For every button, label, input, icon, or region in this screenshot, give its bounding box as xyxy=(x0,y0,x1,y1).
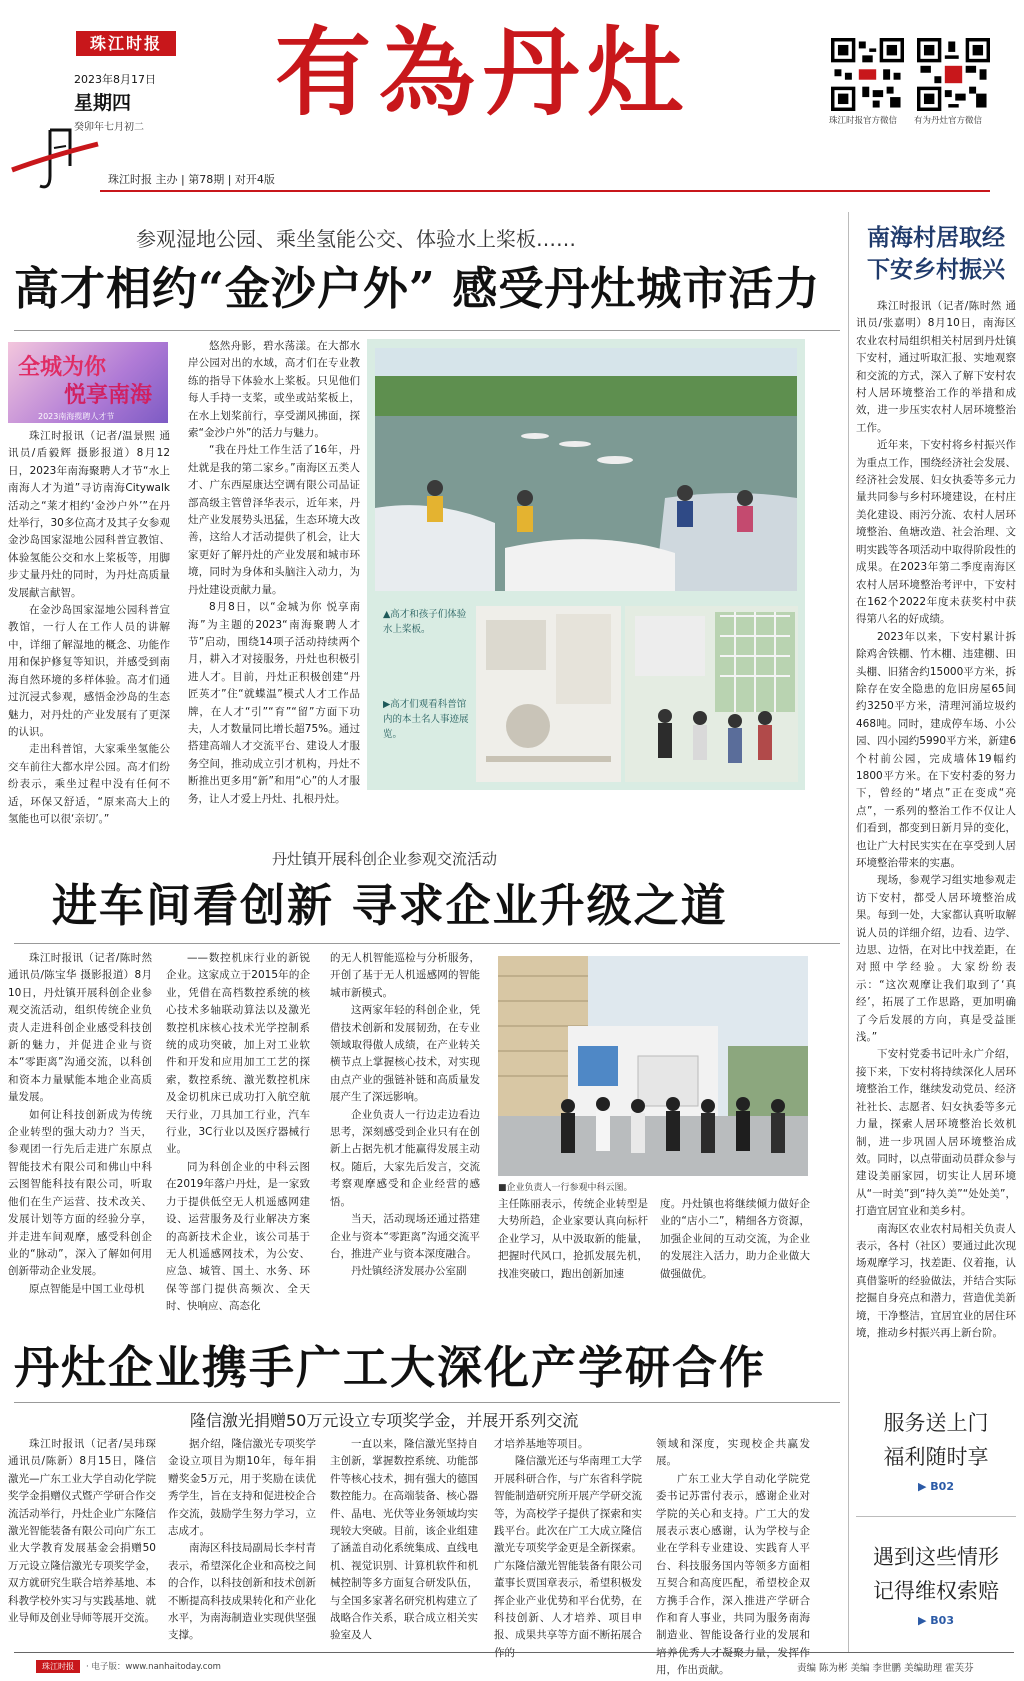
article1-column xyxy=(8,428,170,828)
paragraph: 才培养基地等项目。 xyxy=(494,1438,589,1450)
paragraph: ——数控机床行业的新锐企业。这家成立于2015年的企业，凭借在高档数控系统的核心技术多轴联动算法以及激光数控机床核心技术光学控制系统的成功突破，加上对工业软件和开发和应用加工工艺的探索，数控系统、激光数控机床及金切机床已成功打入航空航天行业，刀具加工行业，汽车行业，3C行业以及医疗器械行业。 xyxy=(166,952,310,1156)
issue-weekday: 星期四 xyxy=(74,92,132,114)
article1-headline: 高才相约“金沙户外” 感受丹灶城市活力 xyxy=(14,262,821,315)
paragraph: 南海区农业农村局相关负责人表示，各村（社区）要通过此次现场观摩学习，找差距、仪着拖，认真借鉴听的经验做法，并结合实际挖掘自身亮点和潜力，营造优美新境，干净整洁，宜居宜业的居住环境，推动乡村振兴再上新台阶。 xyxy=(856,1222,1016,1339)
article2-column xyxy=(660,1196,810,1283)
divider xyxy=(14,330,840,331)
paragraph: 主任陈丽表示，传统企业转型是大势所趋，企业家要认真向标杆企业学习，从中汲取新的能量，把握时代风口，抢抓发展先机，找准突破口，跑出创新加速 xyxy=(498,1198,648,1280)
science-hall-photo xyxy=(625,606,798,782)
exhibit-photo xyxy=(476,606,621,782)
article3-column xyxy=(168,1436,316,1645)
article2-kicker: 丹灶镇开展科创企业参观交流活动 xyxy=(272,850,498,868)
article2-column xyxy=(498,1196,648,1283)
qr-code-icon xyxy=(917,38,990,111)
paragraph: 据介绍，隆信激光专项奖学金设立项目为期10年，每年捐赠奖金5万元，用于奖励在读优秀学生，旨在支持和促进校企合作交流，鼓励学生努力学习，立志成才。 xyxy=(168,1438,316,1538)
paragraph: 隆信激光还与华南理工大学开展科研合作，与广东省科学院智能制造研究所开展产学研交流等，为高校学子提供了探索和实践平台。此次在广工大成立隆信激光专项奖学金更是全新探索。广东隆信激光智能装备有限公司董事长贾国章表示，希望积极发挥企业产业优势和平台优势，在科技创新、人才培养、项目申报、成果共享等方面不断拓展合 xyxy=(494,1455,642,1642)
paragraph: 珠江时报讯（记者/吴玮琛 通讯员/陈新）8月15日，隆信激光—广东工业大学自动化学院奖学金捐赠仪式暨产学研合作交流活动举行，丹灶企业广东隆信激光智能装备有限公司向广东工业大学教育发展基金会捐赠50万元设立隆信激光专项奖学金，双方就研究生联合培养基地、本科教学校外实习与实践基地、就业导师及创业导师等展开交流。 xyxy=(8,1438,156,1625)
divider xyxy=(100,190,990,192)
footer-credits: 责编 陈为彬 美编 李世鹏 美编助理 霍芙芬 xyxy=(797,1663,974,1674)
paragraph: 的无人机智能巡检与分析服务，开创了基于无人机遥感网的智能城市新模式。 xyxy=(330,952,480,999)
badge-line: 悦享南海 xyxy=(64,382,153,408)
article1-column xyxy=(188,338,360,808)
lunar-date: 癸卯年七月初二 xyxy=(74,122,144,133)
qr-caption: 珠江时报官方微信 xyxy=(829,116,898,126)
article3-subheadline: 隆信激光捐赠50万元设立专项奖学金，并展开系列交流 xyxy=(190,1411,579,1430)
ref-page xyxy=(856,1480,1016,1493)
paragraph: 领域和深度，实现校企共赢发展。 xyxy=(656,1438,810,1468)
photo-caption: ■企业负责人一行参观中科云图。 xyxy=(498,1183,633,1193)
paragraph: 2023年以来，下安村累计拆除鸡舍铁棚、竹木棚、违建棚、田头棚、旧猪舍约15000平方米，拆除存在安全隐患的危旧房屋65间约3250平方米，清理河涌垃圾约468吨。同时，建成停车场、小公园、四小园约5990平方米，新建6个村前公园，完成墙体19幅约1800平方米。在下安村委的努力下，曾经的“堵点”正在变成“亮点”，一系列的整治工作不仅让人们看到，都变到日新月异的变化，也让广大村民实实在在享受到人居环境整治带来的实惠。 xyxy=(856,630,1016,869)
paragraph: 珠江时报讯（记者/温景熙 通讯员/盾毅辉 摄影报道）8月12日，2023年南海聚聘人才节“水上南海人才为道”寻访南海Citywalk活动之“莱才相约‘金沙户外’”在丹灶举行，30多位高才及其子女参观金沙岛国家湿地公园科普宣教馆、体验氢能公交和水上桨板等，用脚步丈量丹灶的同时，为丹灶高质量发展献言献智。 xyxy=(8,430,170,599)
qr-caption: 有为丹灶官方微信 xyxy=(914,116,983,126)
page-ref-b02[interactable] xyxy=(856,1406,1016,1493)
danzao-brush-logo-icon xyxy=(10,126,100,196)
article2-column xyxy=(166,950,310,1316)
paragraph: 如何让科技创新成为传统企业转型的强大动力？当天，参观团一行先后走进广东原点智能技术有限公司和佛山中科云图智能科技有限公司，听取他们在生产运营、技术改关、发展计划等方面的经验分享，并走进车间观摩，感受科创企业的“脉动”，深入了解如何用创新带动企业发展。 xyxy=(8,1108,152,1278)
ref-line: 福利随时享 xyxy=(883,1445,989,1469)
paragraph: 度。丹灶镇也将继续倾力做好企业的“店小二”，精细各方资源，加强企业间的互动交流，为企业的发展注入活力，助力企业做大做强做优。 xyxy=(660,1198,810,1280)
article2-column xyxy=(8,950,152,1298)
article3-column xyxy=(330,1436,478,1645)
article3-headline: 丹灶企业携手广工大深化产学研合作 xyxy=(14,1341,767,1394)
paddleboard-photo xyxy=(375,348,797,591)
paragraph: 走出科普馆，大家乘坐氢能公交车前往大都水岸公园。高才们纷纷表示，乘坐过程中没有任何不适，环保又舒适，“原来高大上的氢能也可以很‘亲切’。” xyxy=(8,743,170,825)
paragraph: 这两家年轻的科创企业，凭借技术创新和发展韧劲，在专业领域取得傲人成绩，在产业转关横节点上掌握核心技术，对实现由点产业的强链补链和高质量发展产生了深远影响。 xyxy=(330,1004,480,1104)
sidebar-article xyxy=(856,298,1016,1342)
ref-page xyxy=(856,1614,1016,1627)
divider xyxy=(14,1402,840,1403)
photo-caption: ▲高才和孩子们体验水上桨板。 xyxy=(383,609,467,635)
article1-kicker: 参观湿地公园、乘坐氢能公交、体验水上桨板…… xyxy=(136,227,576,251)
article2-column xyxy=(330,950,480,1281)
paragraph: 原点智能是中国工业母机 xyxy=(29,1282,145,1295)
paragraph: 近年来，下安村将乡村振兴作为重点工作，围绕经济社会发展、经济社会发展、妇女执委等多元力量共同参与乡村环境建设，在村庄美化建设、雨污分流、农村人居环境整治、鱼塘改造、社会治理、文明实践等各项活动中取得阶段性的成果。在2023年第二季度南海区农村人居环境整治考评中，下安村在162个2022年度未获奖村中获得第八名的好成绩。 xyxy=(856,439,1016,626)
divider xyxy=(848,212,849,1652)
footer-website[interactable]: · 电子版：www.nanhaitoday.com xyxy=(86,1662,221,1672)
sidebar-headline: 南海村居取经 下安乡村振兴 xyxy=(867,225,1005,283)
paragraph: 下安村党委书记叶永广介绍，接下来，下安村将持续深化人居环境整治工作，继续发动党员、经济社社长、志愿者、妇女执委等多元力量，探索人居环境整治长效机制，进一步巩固人居环境整治成效。同时，以点带面动员群众参与建设美丽家园，切实让人居环境从“一时美”到“持久美”“处处美”，打造宜居宜业和美乡村。 xyxy=(856,1048,1016,1218)
article3-column xyxy=(494,1436,642,1662)
ref-page-number: B02 xyxy=(930,1480,954,1493)
paragraph: 广东工业大学自动化学院党委书记苏雷付表示，感谢企业对学院的关心和支持。广工大的发展表示衷心感谢，认为学校与企业在学科专业建设、实践育人平台、科技服务国内等领多方面相互契合和高度匹配，希望校企双方携手合作，深入推进产学研合作和育人事业，共同为服务南海制造业、智能设备行业的发展和 用，作出贡献。 xyxy=(656,1472,810,1677)
ref-line: 遇到这些情形 xyxy=(873,1545,999,1569)
paragraph: 南海区科技局副局长李村青表示，希望深化企业和高校之间的合作，以科技创新和技术创新不断提高科技成果转化和产业化水平，为南海制造业实现供坚强支撑。 xyxy=(168,1542,316,1642)
article3-column xyxy=(8,1436,156,1627)
paragraph: 悠然舟影，碧水荡漾。在大都水岸公园对出的水域，高才们在专业教练的指导下体验水上桨板。只见他们每人手持一支桨，或坐或站桨板上，在水上划桨前行，享受湖风拂面，探索“金沙户外”的活力与魅力。 xyxy=(188,340,360,440)
article2-headline: 进车间看创新 寻求企业升级之道 xyxy=(52,879,728,932)
badge-line: 2023南海揽聘人才节 xyxy=(38,412,115,421)
brand-logo: 珠江时报 xyxy=(76,31,176,56)
photo-caption: ▶高才们观看科普馆内的本土名人事迹展览。 xyxy=(383,699,469,740)
ref-line: 记得维权索赔 xyxy=(873,1579,999,1603)
paragraph: 一直以来，隆信激光坚持自主创新，掌握数控系统、功能部件等核心技术，拥有强大的德国数控能力。在高端装备、核心器件、晶电、光伏等业务领域均实现较大突破。目前，该企业组建了涵盖自动化系统集成、直线电机、视觉识别、计算机软件和机械控制等多方面复合研发队伍，与全国多家著名研究机构建立了战略合作关系，联合成立相关实验室及人 xyxy=(330,1438,478,1642)
factory-visit-photo xyxy=(498,956,808,1176)
play-circle-icon: ▶ xyxy=(917,1614,927,1627)
paragraph: 同为科创企业的中科云图在2019年落户丹灶，是一家致力于提供低空无人机遥感网建设、运营服务及行业解决方案的高新技术企业，该公司基于无人机遥感网技术，为公安、应急、城管、国土、水务、环保等部门提供高频次、全天时、快响应、高态化 xyxy=(166,1160,310,1313)
qr-code-icon xyxy=(831,38,904,111)
ref-page-number: B03 xyxy=(930,1614,954,1627)
paragraph: 珠江时报讯（记者/陈时然 通讯员/张嘉明）8月10日，南海区农业农村局组织相关村居到丹灶镇下安村，通过听取汇报、实地观察和交流的方式，深入了解下安村农村人居环境整治工作的举措和成效，进一步压实农村人居环境整治工作。 xyxy=(856,300,1016,434)
paragraph: 8月8日，以“金城为你 悦享南海”为主题的2023“南海聚聘人才节”启动，围绕14项子活动持续两个月，耕入才对接服务，丹灶也积极引进人才。目前，丹灶正积极创建“丹匠英才”住“就蝶温”模式人才工作品牌，在人才“引”“育”“留”方面下功夫，人才数量同比增长超75%。通过搭建高端人才交流平台、建设人才服务空间，推动成立引才机构，丹灶不断推出更多用“新”和用“心”的人才服务，让人才爱上丹灶、扎根丹灶。 xyxy=(188,601,360,805)
paragraph: 企业负责人一行边走边看边思考，深刻感受到企业只有在创新上占据先机才能赢得发展主动权。随后，大家先后发言，交流考察观摩感受和企业经营的感悟。 xyxy=(330,1108,480,1208)
masthead-title: 有為丹灶 xyxy=(275,16,691,129)
badge-line: 全城为你 xyxy=(18,354,107,380)
issue-date: 2023年8月17日 xyxy=(74,73,156,86)
divider xyxy=(14,1652,1014,1653)
paragraph: “我在丹灶工作生活了16年，丹灶就是我的第二家乡。”南海区五类人才、广东西屋康达空调有限公司品证部高级主管曾泽华表示，近年来，丹灶产业发展势头迅猛，生态环境大改善，这给人才活动提供了机会，让大家更好了解丹灶的产业发展和城市环境，同时为身体和头脑注入动力，为丹灶建设贡献力量。 xyxy=(188,444,360,596)
play-circle-icon: ▶ xyxy=(917,1480,927,1493)
paragraph: 现场，参观学习组实地参观走访下安村，都受人居环境整治成果。每到一处，大家都认真听取解说人员的详细介绍，边看、边学、边思、边悟，在对比中找差距，在对照中学经验。大家纷纷表示：“这次观摩让我们取到了‘真经’，拓展了工作思路，更加明确了今后发展的方向，真是受益匪浅。” xyxy=(856,874,1016,1044)
divider xyxy=(856,1516,1016,1517)
paragraph: 丹灶镇经济发展办公室副 xyxy=(351,1265,467,1278)
issue-info-bar: 珠江时报 主办 | 第78期 | 对开4版 xyxy=(108,173,275,186)
footer-logo: 珠江时报 xyxy=(36,1660,80,1673)
divider xyxy=(14,943,840,944)
paragraph: 当天，活动现场还通过搭建企业与资本“零距离”沟通交流平台，推进产业与资本深度融合。 xyxy=(330,1213,480,1260)
paragraph: 珠江时报讯（记者/陈时然 通讯员/陈宝华 摄影报道）8月10日，丹灶镇开展科创企业参观交流活动，组织传统企业负责人走进科创企业感受科技创新的魅力，并促进企业与资本“零距离”沟通交流，以科创和资本力量赋能本地企业高质量发展。 xyxy=(8,952,152,1104)
article3-column xyxy=(656,1436,810,1680)
paragraph: 在金沙岛国家湿地公园科普宣教馆，一行人在工作人员的讲解中，详细了解湿地的概念、功能作用和保护修复等知识，并感受到南海自然环境的多样体验。高才们通过沉浸式参观，感悟金沙岛的生态魅力，对丹灶的产业发展有了更深的认识。 xyxy=(8,604,170,738)
page-ref-b03[interactable] xyxy=(856,1540,1016,1627)
ref-line: 服务送上门 xyxy=(883,1411,989,1435)
